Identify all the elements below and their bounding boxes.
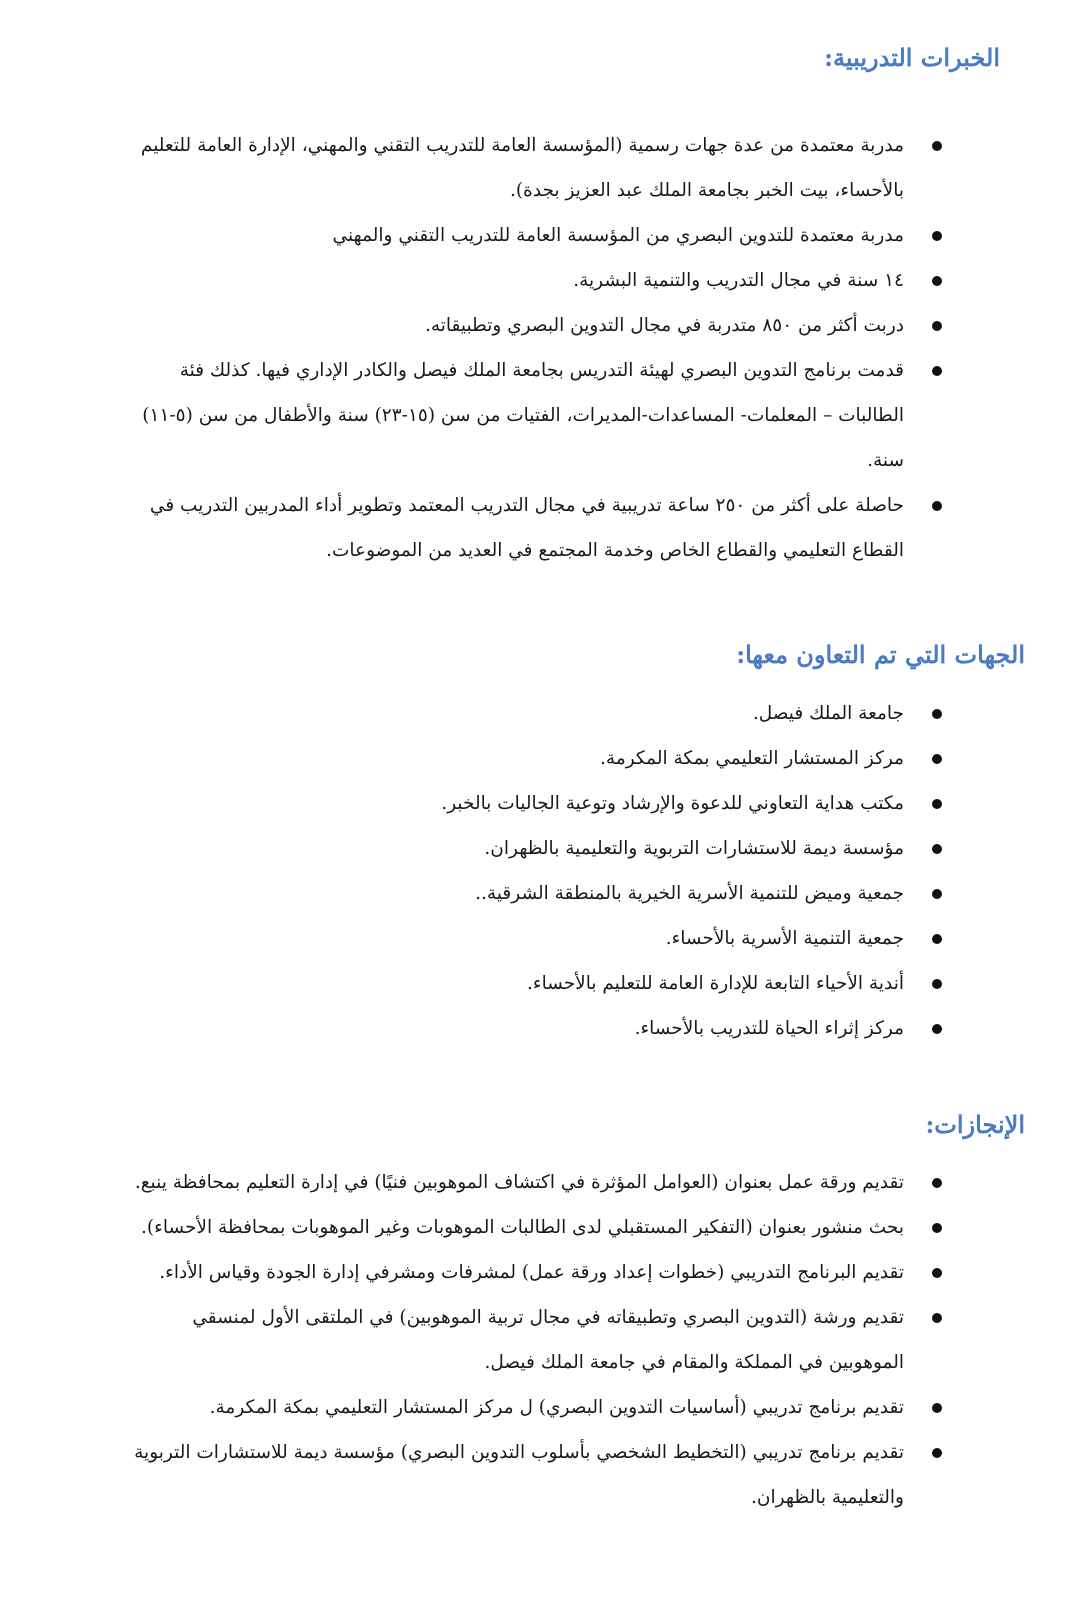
list-item-text: مركز المستشار التعليمي بمكة المكرمة.: [600, 748, 904, 769]
bullet-icon: [932, 889, 942, 899]
list-item: [124, 871, 904, 916]
bullet-icon: [932, 1268, 942, 1278]
list-item: [124, 826, 904, 871]
list-item: [109, 483, 904, 573]
list-item-text: ١٤ سنة في مجال التدريب والتنمية البشرية.: [573, 270, 904, 291]
list-item-text: جمعية التنمية الأسرية بالأحساء.: [665, 928, 904, 949]
list-item: [124, 1006, 904, 1051]
list-item-text: مؤسسة ديمة للاستشارات التربوية والتعليمية بالظهران.: [484, 838, 904, 859]
collaborating-entities-list: [124, 691, 904, 1051]
bullet-icon: [932, 934, 942, 944]
list-item: [124, 1250, 904, 1295]
list-item: [109, 123, 904, 213]
bullet-icon: [932, 321, 942, 331]
list-item-text: بحث منشور بعنوان (التفكير المستقبلي لدى الطالبات الموهوبات وغير الموهوبات بمحافظة الأحساء).: [141, 1217, 904, 1238]
list-item: [124, 736, 904, 781]
bullet-icon: [932, 276, 942, 286]
section-heading-training-experience: الخبرات التدريبية:: [824, 43, 1000, 72]
bullet-icon: [932, 231, 942, 241]
list-item: [124, 1430, 904, 1520]
list-item-text: مركز إثراء الحياة للتدريب بالأحساء.: [634, 1018, 904, 1039]
list-item-text: قدمت برنامج التدوين البصري لهيئة التدريس بجامعة الملك فيصل والكادر الإداري فيها. كذلك فئة الطالبات – المعلمات- المساعدات-المديرات، الفتيات من سن (١٥-٢٣) سنة والأطفال من سن (٥-١١) سنة.: [142, 360, 904, 471]
list-item: [124, 781, 904, 826]
bullet-icon: [932, 501, 942, 511]
section-heading-collaborating-entities: الجهات التي تم التعاون معها:: [736, 640, 1025, 669]
training-experience-list: [109, 123, 904, 573]
bullet-icon: [932, 709, 942, 719]
list-item-text: تقديم البرنامج التدريبي (خطوات إعداد ورقة عمل) لمشرفات ومشرفي إدارة الجودة وقياس الأداء.: [159, 1262, 904, 1283]
bullet-icon: [932, 754, 942, 764]
section-heading-achievements: الإنجازات:: [925, 1110, 1025, 1139]
bullet-icon: [932, 1313, 942, 1323]
list-item-text: تقديم برنامج تدريبي (التخطيط الشخصي بأسلوب التدوين البصري) مؤسسة ديمة للاستشارات التربوية والتعليمية بالظهران.: [134, 1442, 904, 1508]
bullet-icon: [932, 979, 942, 989]
list-item-text: مدربة معتمدة من عدة جهات رسمية (المؤسسة العامة للتدريب التقني والمهني، الإدارة العامة للتعليم بالأحساء، بيت الخبر بجامعة الملك عبد العزيز بجدة).: [140, 135, 904, 201]
bullet-icon: [932, 844, 942, 854]
list-item-text: أندية الأحياء التابعة للإدارة العامة للتعليم بالأحساء.: [526, 973, 904, 994]
bullet-icon: [932, 1024, 942, 1034]
bullet-icon: [932, 1178, 942, 1188]
list-item-text: دربت أكثر من ٨٥٠ متدربة في مجال التدوين البصري وتطبيقاته.: [424, 315, 904, 336]
list-item: [109, 213, 904, 258]
bullet-icon: [932, 1403, 942, 1413]
list-item: [124, 1385, 904, 1430]
list-item: [109, 258, 904, 303]
list-item-text: مكتب هداية التعاوني للدعوة والإرشاد وتوعية الجاليات بالخبر.: [441, 793, 904, 814]
list-item: [124, 1205, 904, 1250]
achievements-list: [124, 1160, 904, 1520]
list-item: [124, 961, 904, 1006]
list-item: [124, 916, 904, 961]
list-item-text: جمعية وميض للتنمية الأسرية الخيرية بالمنطقة الشرقية..: [475, 883, 904, 904]
list-item-text: حاصلة على أكثر من ٢٥٠ ساعة تدريبية في مجال التدريب المعتمد وتطوير أداء المدربين التدريب في القطاع التعليمي والقطاع الخاص وخدمة المجتمع في العديد من الموضوعات.: [149, 495, 904, 561]
bullet-icon: [932, 366, 942, 376]
bullet-icon: [932, 141, 942, 151]
list-item-text: تقديم ورشة (التدوين البصري وتطبيقاته في مجال تربية الموهوبين) في الملتقى الأول لمنسقي الموهوبين في المملكة والمقام في جامعة الملك فيصل.: [192, 1307, 904, 1373]
list-item: [124, 1295, 904, 1385]
bullet-icon: [932, 1223, 942, 1233]
list-item: [124, 1160, 904, 1205]
list-item-text: جامعة الملك فيصل.: [752, 703, 904, 724]
list-item: [109, 348, 904, 483]
list-item-text: تقديم برنامج تدريبي (أساسيات التدوين البصري) ل مركز المستشار التعليمي بمكة المكرمة.: [209, 1397, 904, 1418]
bullet-icon: [932, 1448, 942, 1458]
list-item: [109, 303, 904, 348]
list-item-text: تقديم ورقة عمل بعنوان (العوامل المؤثرة في اكتشاف الموهوبين فنيًا) في إدارة التعليم بمحافظة ينبع.: [134, 1172, 904, 1193]
list-item: [124, 691, 904, 736]
list-item-text: مدربة معتمدة للتدوين البصري من المؤسسة العامة للتدريب التقني والمهني: [332, 225, 904, 246]
bullet-icon: [932, 799, 942, 809]
